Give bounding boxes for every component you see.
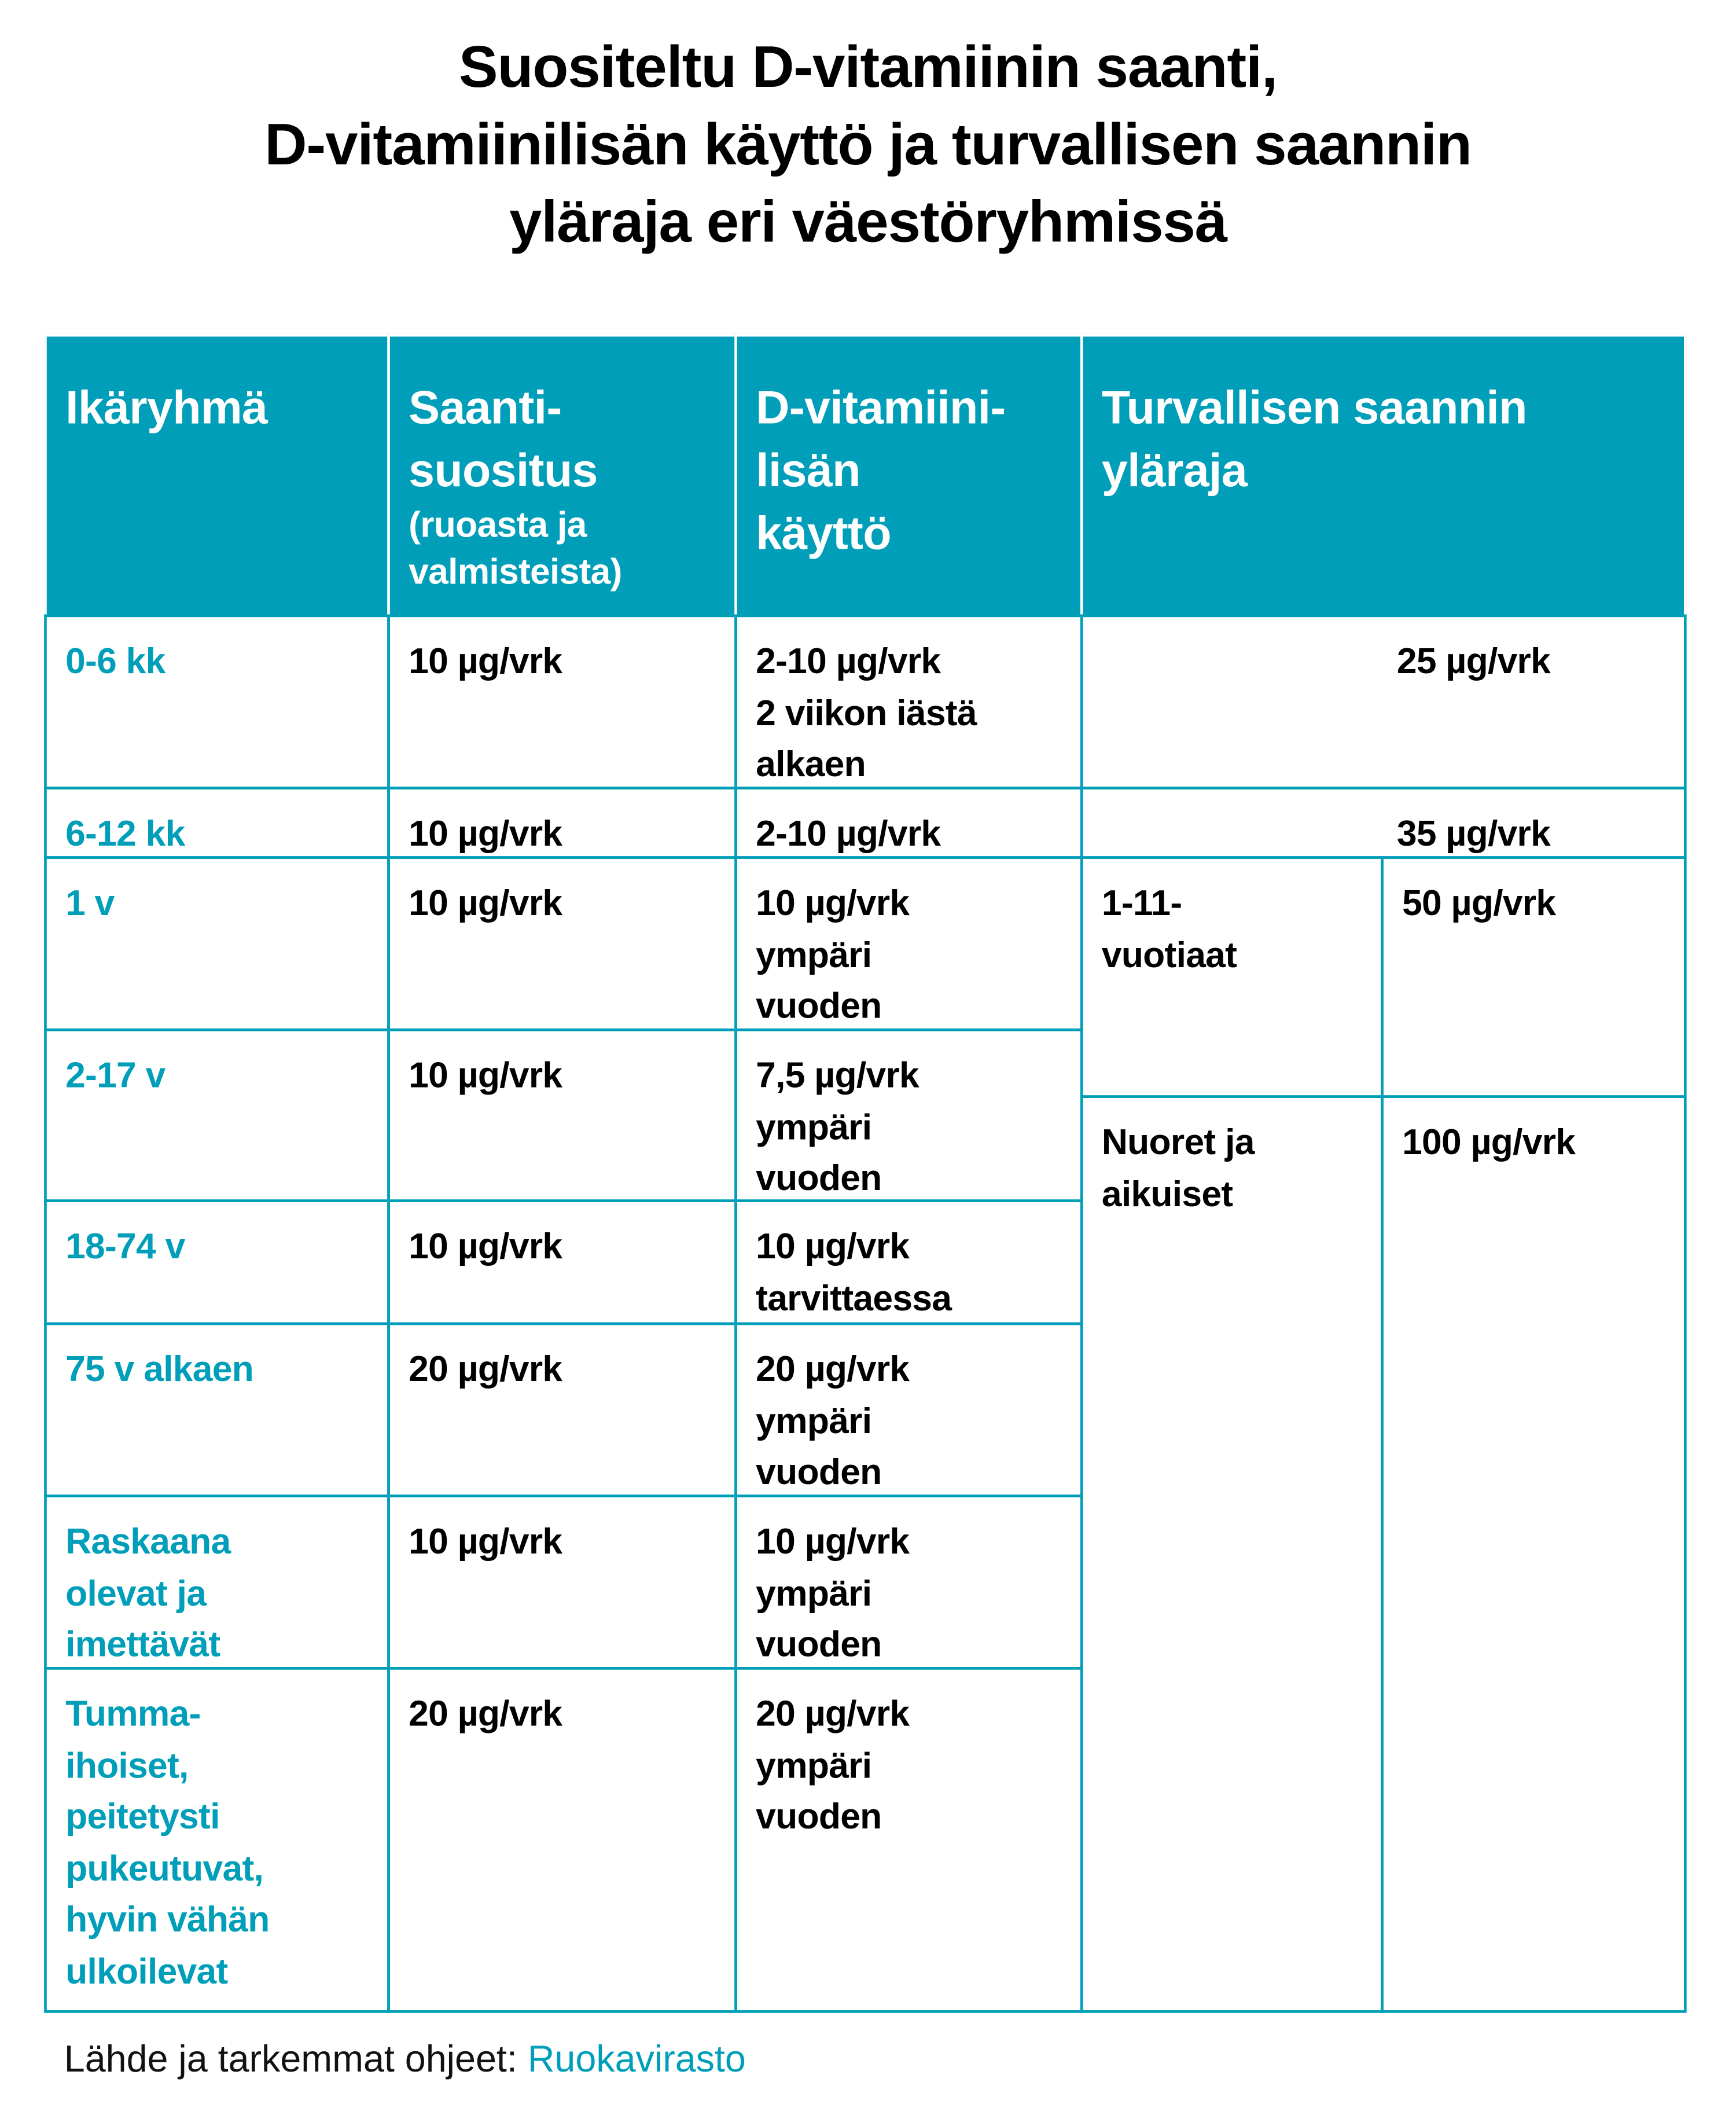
age-cell: 0-6 kk <box>44 615 390 789</box>
intake-cell: 10 µg/vrk <box>387 1029 737 1202</box>
supplement-cell: 10 µg/vrk tarvittaessa <box>734 1199 1083 1325</box>
header-intake <box>387 334 737 617</box>
supplement-cell: 7,5 µg/vrk ympäri vuoden <box>734 1029 1083 1202</box>
age-cell: Raskaana olevat ja imettävät <box>44 1494 390 1669</box>
header-upper-limit: Turvallisen saannin yläraja <box>1080 334 1687 617</box>
supplement-cell: 2-10 µg/vrk <box>734 787 1083 859</box>
header-intake-label: Saanti- suositus <box>409 382 598 497</box>
intake-cell: 20 µg/vrk <box>387 1323 737 1497</box>
title-line: yläraja eri väestöryhmissä <box>509 189 1227 255</box>
upper-limit-cell: 100 µg/vrk <box>1381 1095 1686 2012</box>
upper-limit-group: 1-11- vuotiaat <box>1080 856 1384 1098</box>
header-age: Ikäryhmä <box>44 334 390 617</box>
age-cell: 18-74 v <box>44 1199 390 1325</box>
age-cell: 1 v <box>44 856 390 1031</box>
source-link[interactable]: Ruokavirasto <box>527 2038 746 2080</box>
supplement-cell: 10 µg/vrk ympäri vuoden <box>734 1494 1083 1669</box>
title-line: Suositeltu D-vitamiinin saanti, <box>458 35 1278 101</box>
age-cell: 75 v alkaen <box>44 1323 390 1497</box>
age-cell: 6-12 kk <box>44 787 390 859</box>
intake-cell: 20 µg/vrk <box>387 1667 737 2013</box>
intake-cell: 10 µg/vrk <box>387 856 737 1031</box>
title-line: D-vitamiinilisän käyttö ja turvallisen saannin <box>264 112 1472 178</box>
upper-limit-cell: 50 µg/vrk <box>1381 856 1686 1098</box>
intake-cell: 10 µg/vrk <box>387 615 737 789</box>
supplement-cell: 2-10 µg/vrk 2 viikon iästä alkaen <box>734 615 1083 789</box>
source-footer <box>64 2039 746 2081</box>
header-supplement: D-vitamiini- lisän käyttö <box>734 334 1083 617</box>
upper-limit-cell: 35 µg/vrk <box>1080 787 1687 859</box>
age-cell: 2-17 v <box>44 1029 390 1202</box>
supplement-cell: 20 µg/vrk ympäri vuoden <box>734 1667 1083 2013</box>
intake-cell: 10 µg/vrk <box>387 1199 737 1325</box>
page-title <box>0 30 1736 262</box>
age-cell: Tumma- ihoiset, peitetysti pukeutuvat, hyvin vähän ulkoilevat <box>44 1667 390 2013</box>
source-label: Lähde ja tarkemmat ohjeet: <box>64 2038 528 2080</box>
upper-limit-group: Nuoret ja aikuiset <box>1080 1095 1384 2012</box>
header-intake-note: (ruoasta ja valmisteista) <box>409 505 622 592</box>
intake-cell: 10 µg/vrk <box>387 787 737 859</box>
intake-cell: 10 µg/vrk <box>387 1494 737 1669</box>
upper-limit-cell: 25 µg/vrk <box>1080 615 1687 789</box>
supplement-cell: 10 µg/vrk ympäri vuoden <box>734 856 1083 1031</box>
supplement-cell: 20 µg/vrk ympäri vuoden <box>734 1323 1083 1497</box>
